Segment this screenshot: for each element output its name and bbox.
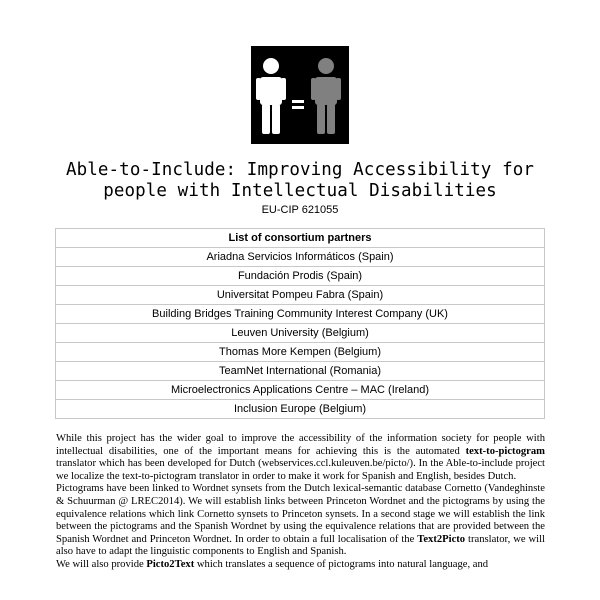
bold-term: Text2Picto	[417, 533, 466, 545]
partner-cell: Thomas More Kempen (Belgium)	[56, 343, 545, 362]
paragraph-text: which translates a sequence of pictograms into natural language, and	[194, 558, 489, 570]
title-line-2: people with Intellectual Disabilities	[103, 181, 497, 201]
table-row	[56, 343, 545, 362]
table-row	[56, 362, 545, 381]
two-people-equals-icon	[251, 46, 349, 144]
partners-table	[55, 228, 545, 419]
paragraph-3	[56, 559, 545, 572]
paragraph-2	[56, 483, 545, 559]
table-row	[56, 324, 545, 343]
table-header: List of consortium partners	[56, 229, 545, 248]
partner-cell: Fundación Prodis (Spain)	[56, 267, 545, 286]
project-logo	[251, 46, 349, 144]
table-row	[56, 248, 545, 267]
grant-number: EU-CIP 621055	[261, 204, 339, 216]
partner-cell: TeamNet International (Romania)	[56, 362, 545, 381]
table-row	[56, 400, 545, 419]
table-row	[56, 381, 545, 400]
paragraph-text: translator, we will also have to adapt the linguistic components to English and Spanish.	[56, 533, 545, 558]
table-row	[56, 305, 545, 324]
bold-term: text-to-pictogram	[465, 445, 545, 457]
paragraph-1	[56, 433, 545, 483]
partner-cell: Ariadna Servicios Informáticos (Spain)	[56, 248, 545, 267]
paragraph-text: We will also provide	[56, 558, 147, 570]
table-row	[56, 286, 545, 305]
table-row	[56, 267, 545, 286]
partner-cell: Building Bridges Training Community Interest Company (UK)	[56, 305, 545, 324]
table-header-row	[56, 229, 545, 248]
title-line-1: Able-to-Include: Improving Accessibility for	[66, 160, 534, 180]
page-title	[0, 160, 600, 202]
paragraph-text: While this project has the wider goal to improve the accessibility of the information society for people with intellectual disabilities, one of the important means for achieving this is the automated	[56, 433, 545, 457]
partner-cell: Leuven University (Belgium)	[56, 324, 545, 343]
partner-cell: Inclusion Europe (Belgium)	[56, 400, 545, 419]
partner-cell: Universitat Pompeu Fabra (Spain)	[56, 286, 545, 305]
paragraph-text: Pictograms have been linked to Wordnet synsets from the Dutch lexical-semantic database Cornetto (Vandeghinste & Schuurman @ LREC2014). We will establish links between Princeton Wordnet and the pictograms by using the equivalence relations which link Cornetto synsets to Princeton synsets. In a second stage we will establish the link between the pictograms and the Spanish Wordnet by using the equivalence relations that are provided between the Spanish Wordnet and Princeton Wordnet. In order to obtain a full localisation of the	[56, 483, 545, 545]
bold-term: Picto2Text	[146, 558, 195, 570]
partner-cell: Microelectronics Applications Centre – MAC (Ireland)	[56, 381, 545, 400]
body-text	[56, 433, 545, 572]
paragraph-text: translator which has been developed for Dutch (webservices.ccl.kuleuven.be/picto/). In the Able-to-include project we localize the text-to-pictogram translator in order to make it work for Spanish and English, besides Dutch.	[56, 458, 545, 482]
